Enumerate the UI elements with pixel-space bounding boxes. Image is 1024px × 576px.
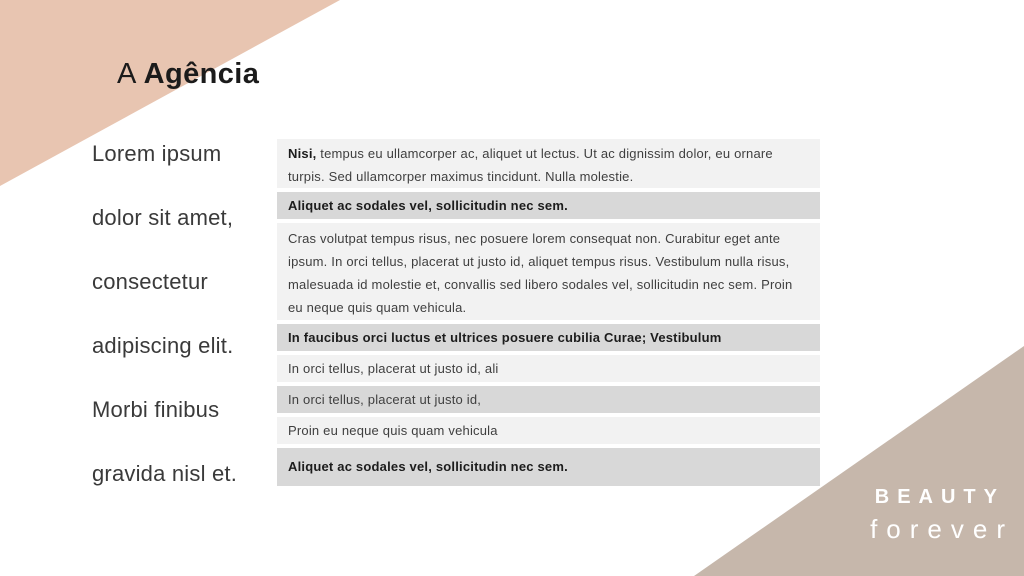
brand-name-primary: BEAUTY [874,486,1005,508]
text-block-orci-1: In orci tellus, placerat ut justo id, ali [277,355,820,382]
text-block-aliquet-2: Aliquet ac sodales vel, sollicitudin nec sem. [277,448,820,486]
left-text-line: dolor sit amet, [92,205,234,230]
text-block-bold-lead: Nisi, [288,146,317,161]
text-block-faucibus: In faucibus orci luctus et ultrices posuere cubilia Curae; Vestibulum [277,324,820,351]
text-block-body: tempus eu ullamcorper ac, aliquet ut lectus. Ut ac dignissim dolor, eu ornare turpis. Sed ullamcorper maximus tincidunt. Nulla molestie. [288,146,773,184]
brand-name-secondary: forever [870,514,1014,544]
left-text-line: gravida nisl et. [92,461,238,486]
page-title [117,56,259,92]
text-block-orci-2: In orci tellus, placerat ut justo id, [277,386,820,413]
left-text-line: adipiscing elit. [92,333,234,358]
left-text-column [92,141,277,525]
page-title-emphasis: Agência [143,58,260,90]
page-title-prefix: A [117,58,144,90]
left-text-line: Lorem ipsum [92,141,222,166]
text-block-proin: Proin eu neque quis quam vehicula [277,417,820,444]
left-text-line: consectetur [92,269,208,294]
text-block-stack [277,139,820,486]
text-block-nisi [277,139,820,188]
text-block-cras: Cras volutpat tempus risus, nec posuere lorem consequat non. Curabitur eget ante ipsum. In orci tellus, placerat ut justo id, aliquet tempus risus. Vestibulum nulla risus, malesuada id molestie et, convallis sed libero sodales vel, sollicitudin nec sem. Proin eu neque quis quam vehicula. [277,223,820,320]
left-text-line: Morbi finibus [92,397,220,422]
text-block-aliquet-1: Aliquet ac sodales vel, sollicitudin nec sem. [277,192,820,219]
